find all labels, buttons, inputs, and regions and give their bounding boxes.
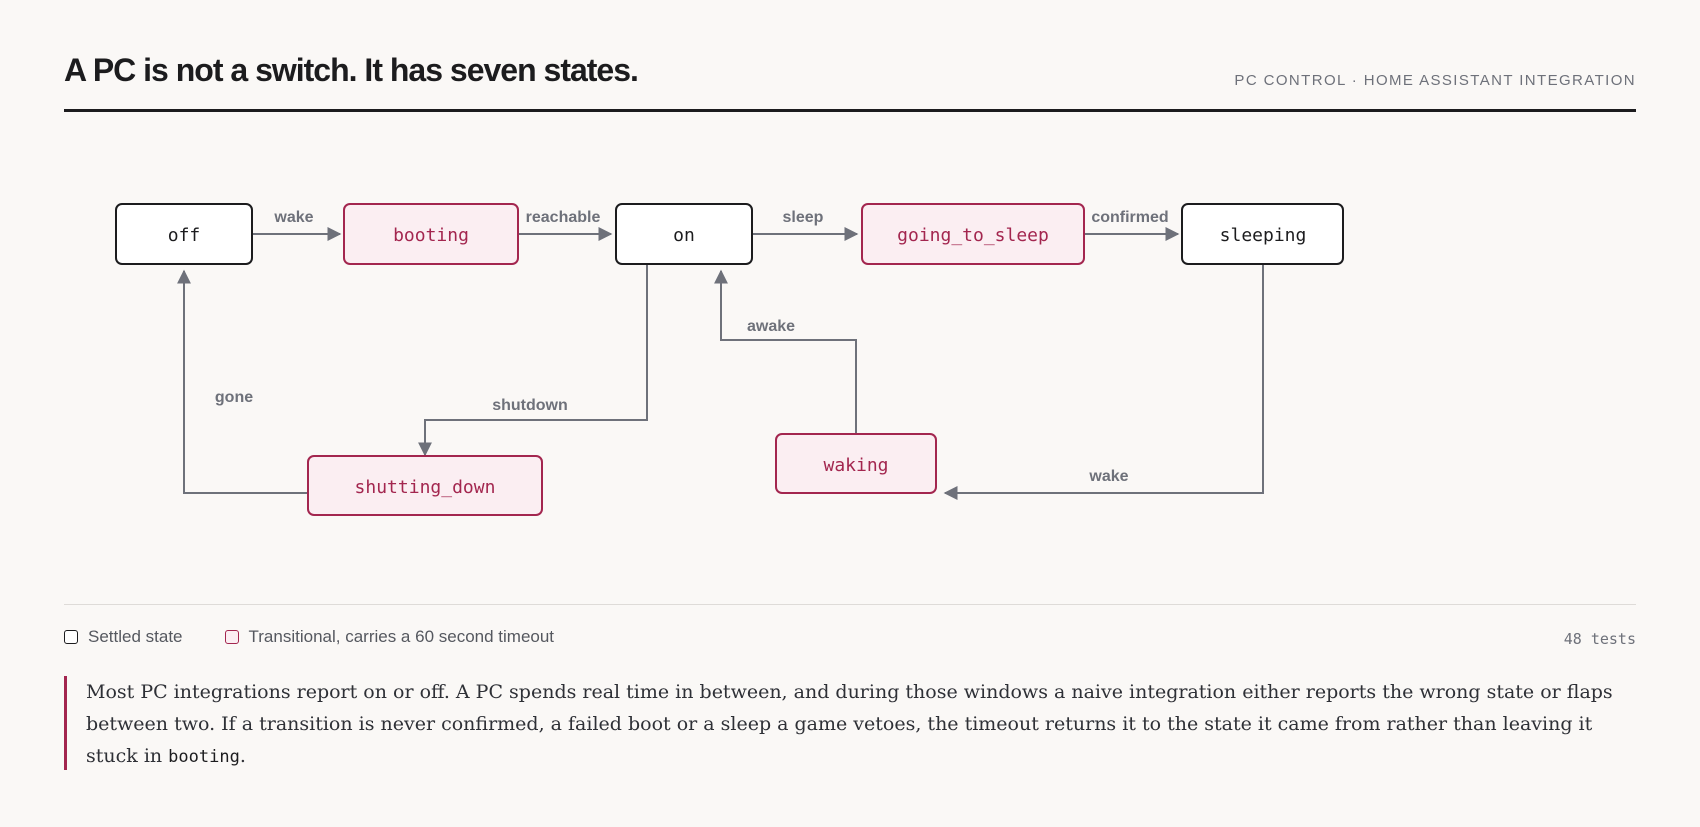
state-label-on: on [673,225,695,246]
explanation-end: . [239,745,246,767]
edge-label-awake: awake [746,318,796,335]
state-shutting-down [308,456,542,515]
state-on [616,204,752,264]
edge-label-shutdown: shutdown [492,397,568,414]
section-divider [64,604,1636,605]
explanation-callout [64,676,1626,770]
edge-label-wake: wake [274,209,314,226]
state-waking [776,434,936,493]
state-label-waking: waking [823,455,889,476]
state-off [116,204,252,264]
settled-swatch [64,630,78,644]
legend-settled [64,627,183,647]
edge-label-wake-from-sleep: wake [1089,468,1129,485]
legend [64,627,596,647]
page-title: A PC is not a switch. It has seven states. [64,52,638,88]
edge-label-reachable: reachable [525,209,601,226]
state-label-sleeping: sleeping [1219,225,1307,246]
state-label-off: off [167,225,201,246]
state-label-going-to-sleep: going_to_sleep [897,225,1049,246]
state-label-shutting-down: shutting_down [354,477,496,498]
explanation-code: booting [168,747,240,767]
legend-transitional-label: Transitional, carries a 60 second timeout [248,627,555,646]
state-label-booting: booting [393,225,469,246]
state-booting [344,204,518,264]
legend-settled-label: Settled state [88,627,183,646]
edge-on-to-shutting-down [425,264,647,455]
edge-label-gone: gone [214,389,254,406]
page-kicker: PC CONTROL · HOME ASSISTANT INTEGRATION [1234,72,1636,89]
transitional-swatch [225,630,239,644]
state-sleeping [1182,204,1343,264]
edge-label-confirmed: confirmed [1091,209,1169,226]
edge-waking-to-on [721,271,856,433]
state-going-to-sleep [862,204,1084,264]
legend-transitional [225,627,555,647]
edge-label-sleep: sleep [782,209,824,226]
edge-shutting-down-to-off [184,271,307,493]
test-count: 48 tests [1563,630,1636,648]
edge-sleeping-to-waking [945,264,1263,493]
explanation-paragraph [86,676,1614,773]
explanation-text: Most PC integrations report on or off. A PC spends real time in between, and during those windows a naive integration either reports the wrong state or flaps between two. If a transition is never confirmed, a failed boot or a sleep a game vetoes, the timeout returns it to the state it came from rather than leaving it stuck in [86,681,1613,767]
